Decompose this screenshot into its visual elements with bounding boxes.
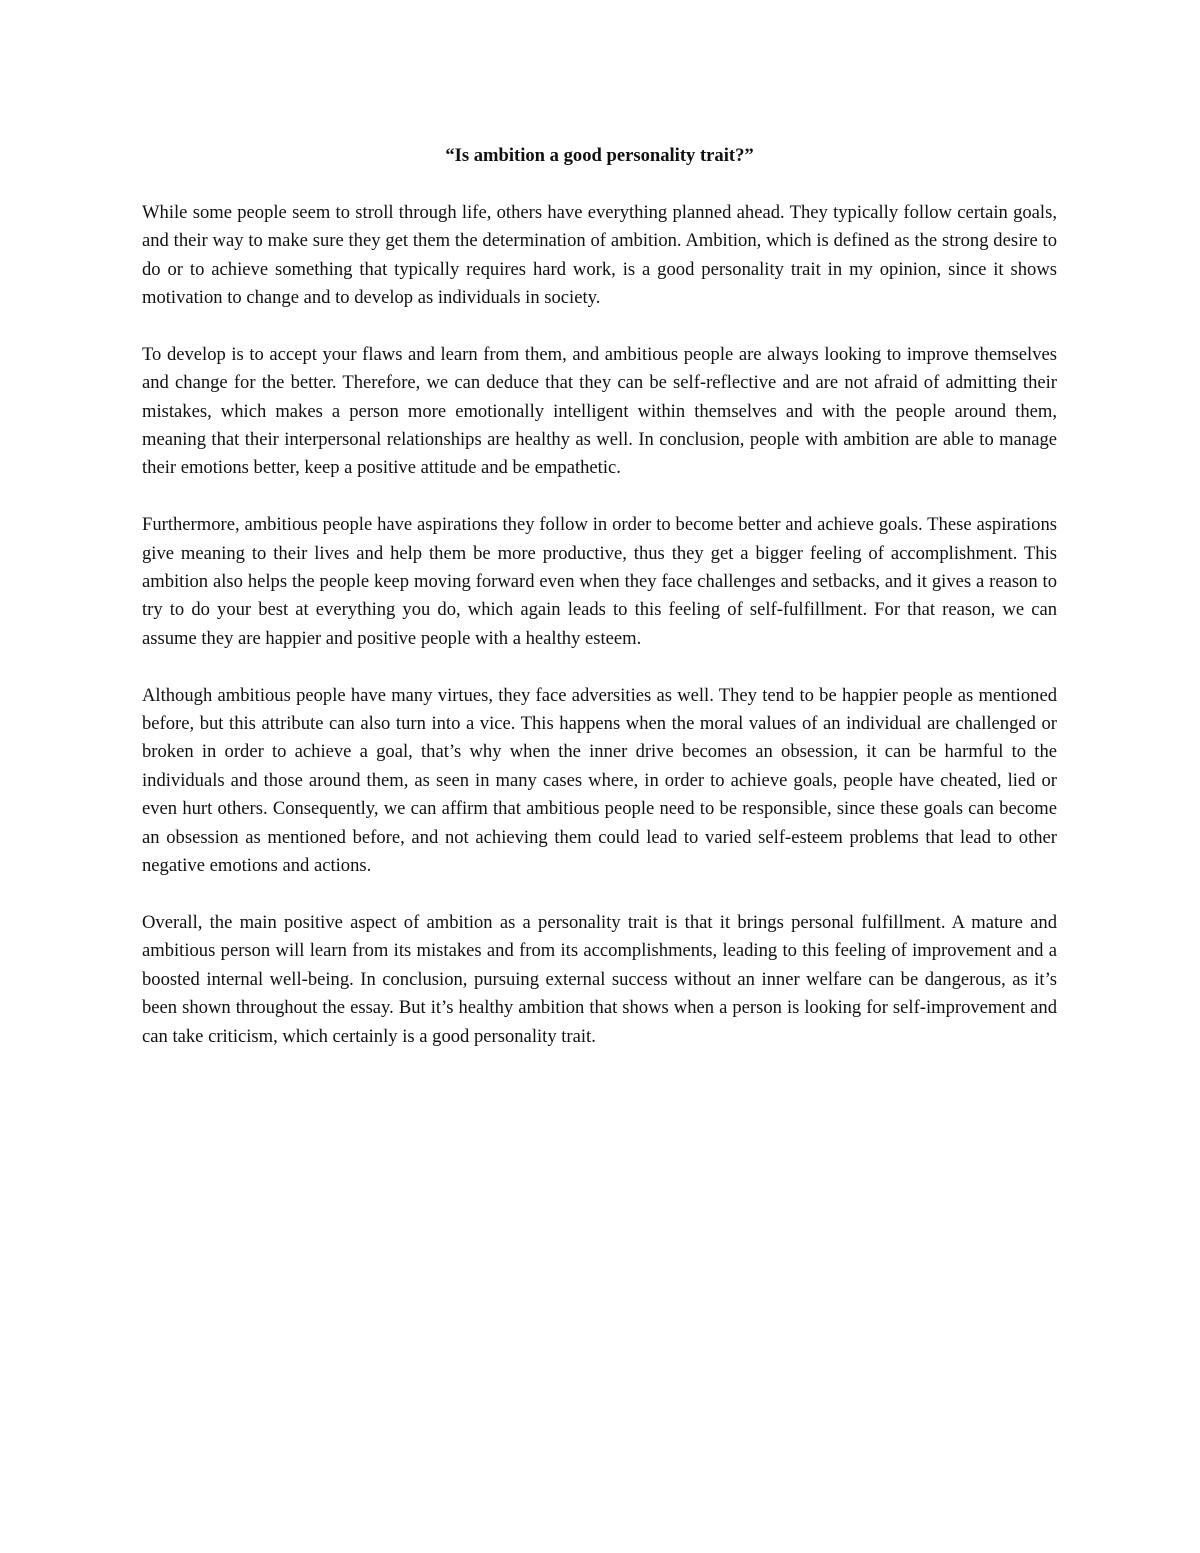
document-body <box>142 142 1057 1079</box>
paragraph-3: Furthermore, ambitious people have aspirations they follow in order to become better and achieve goals. These aspirations give meaning to their lives and help them be more productive, thus they get a bigger feeling of accomplishment. This ambition also helps the people keep moving forward even when they face challenges and setbacks, and it gives a reason to try to do your best at everything you do, which again leads to this feeling of self-fulfillment. For that reason, we can assume they are happier and positive people with a healthy esteem. <box>142 514 1057 649</box>
paragraph-5: Overall, the main positive aspect of ambition as a personality trait is that it brings personal fulfillment. A mature and ambitious person will learn from its mistakes and from its accomplishments, leading to this feeling of improvement and a boosted internal well-being. In conclusion, pursuing external success without an inner welfare can be dangerous, as it’s been shown throughout the essay. But it’s healthy ambition that shows when a person is looking for self-improvement and can take criticism, which certainly is a good personality trait. <box>142 911 1057 1047</box>
essay-title: “Is ambition a good personality trait?” <box>445 145 754 166</box>
paragraph-4: Although ambitious people have many virtues, they face adversities as well. They tend to be happier people as mentioned before, but this attribute can also turn into a vice. This happens when the moral values of an individual are challenged or broken in order to achieve a goal, that’s why when the inner drive becomes an obsession, it can be harmful to the individuals and those around them, as seen in many cases where, in order to achieve goals, people have cheated, lied or even hurt others. Consequently, we can affirm that ambitious people need to be responsible, since these goals can become an obsession as mentioned before, and not achieving them could lead to varied self-esteem problems that lead to other negative emotions and actions. <box>142 684 1057 877</box>
paragraph-2: To develop is to accept your flaws and learn from them, and ambitious people are always looking to improve themselves and change for the better. Therefore, we can deduce that they can be self-reflective and are not afraid of admitting their mistakes, which makes a person more emotionally intelligent within themselves and with the people around them, meaning that their interpersonal relationships are healthy as well. In conclusion, people with ambition are able to manage their emotions better, keep a positive attitude and be empathetic. <box>142 343 1057 479</box>
paragraph-1: While some people seem to stroll through life, others have everything planned ahead. They typically follow certain goals, and their way to make sure they get them the determination of ambition. Ambition, which is defined as the strong desire to do or to achieve something that typically requires hard work, is a good personality trait in my opinion, since it shows motivation to change and to develop as individuals in society. <box>142 201 1057 309</box>
